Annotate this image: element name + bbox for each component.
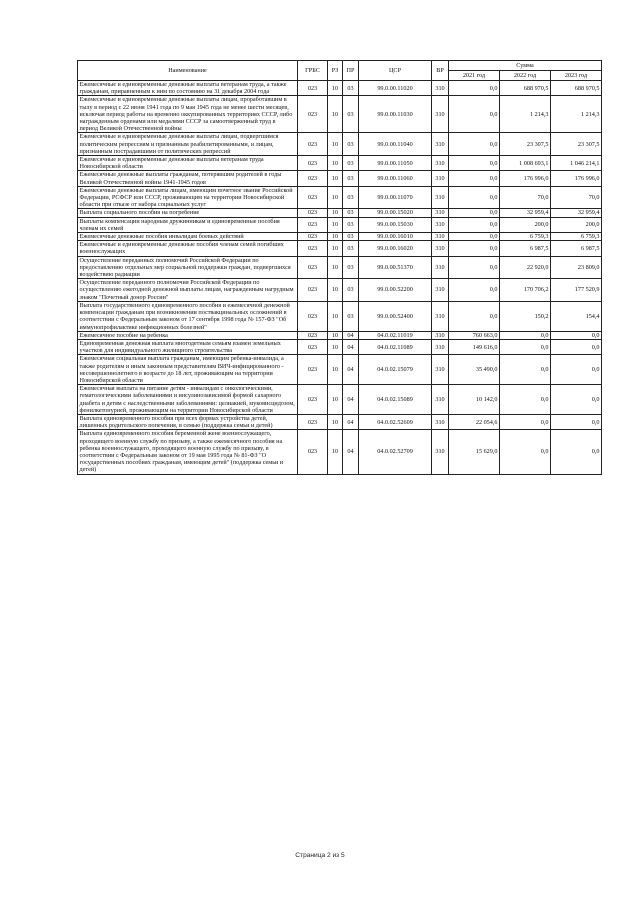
row-pr: 04 — [343, 414, 359, 429]
row-value-2021: 0,0 — [449, 241, 500, 256]
row-grbs: 023 — [298, 414, 328, 429]
row-pr: 03 — [343, 81, 359, 96]
row-value-2023: 6 759,3 — [551, 233, 602, 241]
row-pr: 03 — [343, 156, 359, 171]
table-row — [78, 301, 602, 331]
row-rz: 10 — [328, 414, 343, 429]
row-vr: 310 — [432, 331, 449, 339]
row-name: Ежемесячные денежные пособия инвалидам боевых действий — [78, 233, 298, 241]
row-value-2022: 32 959,4 — [500, 209, 551, 217]
row-name: Ежемесячные и единовременные денежные выплаты лицам, подвергшимся политическим репрессиям и признанным реабилитированными, и лицам, признанным пострадавшими от политических репрессий — [78, 133, 298, 156]
header-year-2022: 2022 год — [500, 71, 551, 81]
row-csr: 04.0.02.15089 — [359, 385, 432, 415]
row-pr: 04 — [343, 331, 359, 339]
row-csr: 04.0.02.11019 — [359, 331, 432, 339]
row-value-2022: 6 987,5 — [500, 241, 551, 256]
row-value-2023: 177 520,9 — [551, 279, 602, 302]
row-grbs: 023 — [298, 241, 328, 256]
table-row — [78, 171, 602, 186]
row-vr: 310 — [432, 171, 449, 186]
row-grbs: 023 — [298, 430, 328, 474]
row-value-2023: 0,0 — [551, 385, 602, 415]
row-vr: 310 — [432, 233, 449, 241]
row-name: Ежемесячные денежные выплаты лицам, имеющим почетное звание Российской Федерации, РСФСР или СССР, проживающим на территории Новосибирской области при отказе от набора социальных услуг — [78, 186, 298, 209]
row-pr: 03 — [343, 256, 359, 279]
row-csr: 99.0.00.11020 — [359, 81, 432, 96]
row-value-2022: 1 214,3 — [500, 96, 551, 133]
budget-table-sheet — [77, 60, 601, 475]
row-csr: 99.0.00.11070 — [359, 186, 432, 209]
row-vr: 310 — [432, 186, 449, 209]
row-csr: 99.0.00.52200 — [359, 279, 432, 302]
row-vr: 310 — [432, 256, 449, 279]
row-grbs: 023 — [298, 171, 328, 186]
row-value-2022: 0,0 — [500, 430, 551, 474]
row-value-2021: 0,0 — [449, 217, 500, 232]
header-year-2021: 2021 год — [449, 71, 500, 81]
table-row — [78, 339, 602, 354]
header-rz: РЗ — [328, 61, 343, 81]
page-number: Страница 2 из 5 — [295, 852, 345, 859]
row-value-2021: 35 490,0 — [449, 355, 500, 385]
row-rz: 10 — [328, 217, 343, 232]
row-value-2021: 0,0 — [449, 156, 500, 171]
row-value-2022: 22 920,0 — [500, 256, 551, 279]
row-rz: 10 — [328, 430, 343, 474]
row-grbs: 023 — [298, 233, 328, 241]
table-row — [78, 156, 602, 171]
row-name: Единовременная денежная выплата многодетным семьям взамен земельных участков для индивидуального жилищного строительства — [78, 339, 298, 354]
row-value-2022: 150,2 — [500, 301, 551, 331]
table-row — [78, 256, 602, 279]
row-value-2023: 200,0 — [551, 217, 602, 232]
row-csr: 99.0.00.51370 — [359, 256, 432, 279]
table-row — [78, 133, 602, 156]
row-rz: 10 — [328, 171, 343, 186]
row-pr: 04 — [343, 339, 359, 354]
row-grbs: 023 — [298, 133, 328, 156]
row-grbs: 023 — [298, 156, 328, 171]
row-vr: 310 — [432, 414, 449, 429]
row-pr: 03 — [343, 171, 359, 186]
row-pr: 03 — [343, 301, 359, 331]
row-pr: 03 — [343, 186, 359, 209]
row-pr: 03 — [343, 209, 359, 217]
row-grbs: 023 — [298, 81, 328, 96]
table-row — [78, 430, 602, 474]
row-value-2022: 688 970,5 — [500, 81, 551, 96]
row-value-2022: 200,0 — [500, 217, 551, 232]
row-value-2021: 0,0 — [449, 81, 500, 96]
row-name: Ежемесячная социальная выплата гражданам, имеющим ребенка-инвалида, а также родителям и иным законным представителям ВИЧ-инфицированного - несовершеннолетнего в возрасте до 18 лет, проживающим на территории Новосибирской области — [78, 355, 298, 385]
row-rz: 10 — [328, 81, 343, 96]
row-name: Ежемесячные и единовременные денежные выплаты ветеранам труда, а также гражданам, приравненным к ним по состоянию на 31 декабря 2004 года — [78, 81, 298, 96]
row-csr: 04.0.02.15079 — [359, 355, 432, 385]
row-csr: 04.0.02.11089 — [359, 339, 432, 354]
row-name: Выплата единовременного пособия беременной жене военнослужащего, проходящего военную службу по призыву, а также ежемесячного пособия на ребенка военнослужащего, проходящего военную службу по призыву, в соответствии с Федеральным законом от 19 мая 1995 года № 81-ФЗ "О государственных пособиях гражданам, имеющим детей" (поддержка семьи и детей) — [78, 430, 298, 474]
table-body — [78, 81, 602, 475]
row-csr: 99.0.00.16010 — [359, 233, 432, 241]
row-grbs: 023 — [298, 279, 328, 302]
row-value-2021: 0,0 — [449, 279, 500, 302]
row-vr: 310 — [432, 241, 449, 256]
table-row — [78, 96, 602, 133]
row-vr: 310 — [432, 279, 449, 302]
row-pr: 04 — [343, 430, 359, 474]
row-name: Выплата социального пособия на погребение — [78, 209, 298, 217]
row-vr: 310 — [432, 81, 449, 96]
row-rz: 10 — [328, 279, 343, 302]
row-pr: 03 — [343, 217, 359, 232]
row-value-2021: 0,0 — [449, 133, 500, 156]
row-value-2021: 149 616,0 — [449, 339, 500, 354]
row-csr: 99.0.00.15020 — [359, 209, 432, 217]
row-vr: 310 — [432, 156, 449, 171]
row-value-2022: 23 307,5 — [500, 133, 551, 156]
row-vr: 310 — [432, 385, 449, 415]
row-csr: 99.0.00.16020 — [359, 241, 432, 256]
row-value-2022: 0,0 — [500, 414, 551, 429]
row-rz: 10 — [328, 339, 343, 354]
header-pr: ПР — [343, 61, 359, 81]
row-rz: 10 — [328, 241, 343, 256]
row-value-2023: 32 959,4 — [551, 209, 602, 217]
row-name: Ежемесячные и единовременные денежные выплаты ветеранам труда Новосибирской области — [78, 156, 298, 171]
table-row — [78, 385, 602, 415]
row-pr: 03 — [343, 96, 359, 133]
row-rz: 10 — [328, 186, 343, 209]
row-value-2023: 688 970,5 — [551, 81, 602, 96]
row-name: Ежемесячное пособие на ребенка — [78, 331, 298, 339]
row-value-2022: 6 759,3 — [500, 233, 551, 241]
row-csr: 99.0.00.15030 — [359, 217, 432, 232]
row-pr: 03 — [343, 241, 359, 256]
row-value-2022: 0,0 — [500, 331, 551, 339]
row-value-2023: 154,4 — [551, 301, 602, 331]
row-grbs: 023 — [298, 256, 328, 279]
table-row — [78, 331, 602, 339]
row-grbs: 023 — [298, 355, 328, 385]
row-csr: 99.0.00.11060 — [359, 171, 432, 186]
row-rz: 10 — [328, 355, 343, 385]
row-grbs: 023 — [298, 339, 328, 354]
header-vr: ВР — [432, 61, 449, 81]
row-rz: 10 — [328, 96, 343, 133]
row-pr: 03 — [343, 233, 359, 241]
row-value-2023: 70,0 — [551, 186, 602, 209]
row-pr: 04 — [343, 385, 359, 415]
header-grbs: ГРБС — [298, 61, 328, 81]
row-vr: 310 — [432, 339, 449, 354]
row-grbs: 023 — [298, 209, 328, 217]
row-value-2023: 0,0 — [551, 355, 602, 385]
row-vr: 310 — [432, 217, 449, 232]
row-value-2022: 176 996,0 — [500, 171, 551, 186]
header-sum: Сумма — [449, 61, 602, 71]
row-rz: 10 — [328, 133, 343, 156]
row-value-2021: 0,0 — [449, 96, 500, 133]
row-value-2021: 0,0 — [449, 171, 500, 186]
row-grbs: 023 — [298, 385, 328, 415]
row-csr: 04.0.02.52709 — [359, 430, 432, 474]
row-value-2021: 760 663,0 — [449, 331, 500, 339]
row-value-2023: 0,0 — [551, 430, 602, 474]
budget-table — [77, 60, 602, 475]
row-rz: 10 — [328, 256, 343, 279]
row-grbs: 023 — [298, 96, 328, 133]
row-name: Ежемесячные и единовременные денежные пособия членам семей погибших военнослужащих — [78, 241, 298, 256]
row-value-2023: 1 214,3 — [551, 96, 602, 133]
row-value-2021: 15 629,0 — [449, 430, 500, 474]
row-value-2022: 1 008 693,1 — [500, 156, 551, 171]
row-vr: 310 — [432, 355, 449, 385]
row-value-2023: 6 987,5 — [551, 241, 602, 256]
row-value-2023: 0,0 — [551, 414, 602, 429]
row-value-2021: 10 142,0 — [449, 385, 500, 415]
row-vr: 310 — [432, 209, 449, 217]
table-row — [78, 414, 602, 429]
row-csr: 04.0.02.52609 — [359, 414, 432, 429]
row-value-2023: 0,0 — [551, 331, 602, 339]
table-row — [78, 233, 602, 241]
row-grbs: 023 — [298, 186, 328, 209]
row-rz: 10 — [328, 385, 343, 415]
row-value-2022: 0,0 — [500, 355, 551, 385]
row-vr: 310 — [432, 301, 449, 331]
row-name: Ежемесячные и единовременные денежные выплаты лицам, проработавшим в тылу в период с 22 июня 1941 года по 9 мая 1945 года не менее шести месяцев, исключая период работы на временно оккупированных территориях СССР, либо награжденным орденами или медалями СССР за самоотверженный труд в период Великой Отечественной войны — [78, 96, 298, 133]
row-value-2021: 22 054,6 — [449, 414, 500, 429]
row-name: Ежемесячная выплата на питание детям - инвалидам с онкологическими, гематологическими заболеваниями и инсулинозависимой формой сахарного диабета и детям с наследственными заболеваниями: целиакией, муковисцидозом, фенилкетонурией, проживающим на территории Новосибирской области — [78, 385, 298, 415]
row-rz: 10 — [328, 156, 343, 171]
row-value-2022: 0,0 — [500, 385, 551, 415]
row-vr: 310 — [432, 96, 449, 133]
row-grbs: 023 — [298, 331, 328, 339]
table-row — [78, 355, 602, 385]
row-value-2021: 0,0 — [449, 256, 500, 279]
row-value-2023: 23 809,0 — [551, 256, 602, 279]
row-name: Ежемесячные денежные выплаты гражданам, потерявшим родителей в годы Великой Отечественной войны 1941-1945 годов — [78, 171, 298, 186]
header-name: Наименование — [78, 61, 298, 81]
row-rz: 10 — [328, 331, 343, 339]
header-csr: ЦСР — [359, 61, 432, 81]
row-value-2023: 23 307,5 — [551, 133, 602, 156]
header-year-2023: 2023 год — [551, 71, 602, 81]
row-grbs: 023 — [298, 301, 328, 331]
row-value-2022: 0,0 — [500, 339, 551, 354]
row-name: Выплаты компенсации народным дружинникам и единовременные пособия членам их семей — [78, 217, 298, 232]
row-vr: 310 — [432, 133, 449, 156]
row-name: Осуществление переданного полномочия Российской Федерации по осуществлению ежегодной денежной выплаты лицам, награжденным нагрудным знаком "Почетный донор России" — [78, 279, 298, 302]
row-rz: 10 — [328, 233, 343, 241]
row-value-2022: 170 706,2 — [500, 279, 551, 302]
row-value-2021: 0,0 — [449, 209, 500, 217]
row-grbs: 023 — [298, 217, 328, 232]
table-row — [78, 279, 602, 302]
row-name: Выплата единовременного пособия при всех формах устройства детей, лишенных родительского попечения, в семью (поддержка семьи и детей) — [78, 414, 298, 429]
row-vr: 310 — [432, 430, 449, 474]
row-value-2023: 0,0 — [551, 339, 602, 354]
table-row — [78, 186, 602, 209]
row-value-2022: 70,0 — [500, 186, 551, 209]
row-rz: 10 — [328, 209, 343, 217]
row-value-2023: 176 996,0 — [551, 171, 602, 186]
row-value-2021: 0,0 — [449, 186, 500, 209]
row-csr: 99.0.00.11030 — [359, 96, 432, 133]
row-csr: 99.0.00.11040 — [359, 133, 432, 156]
table-row — [78, 81, 602, 96]
row-value-2021: 0,0 — [449, 301, 500, 331]
row-pr: 04 — [343, 355, 359, 385]
row-value-2023: 1 046 214,1 — [551, 156, 602, 171]
row-name: Осуществление переданных полномочий Российской Федерации по предоставлению отдельных мер социальной поддержки граждан, подвергшихся воздействию радиации — [78, 256, 298, 279]
row-rz: 10 — [328, 301, 343, 331]
row-pr: 03 — [343, 279, 359, 302]
row-pr: 03 — [343, 133, 359, 156]
row-csr: 99.0.00.52400 — [359, 301, 432, 331]
row-name: Выплата государственного единовременного пособия и ежемесячной денежной компенсации гражданам при возникновении поствакцинальных осложнений в соответствии с Федеральным законом от 17 сентября 1998 года № 157-ФЗ "Об иммунопрофилактике инфекционных болезней" — [78, 301, 298, 331]
row-value-2021: 0,0 — [449, 233, 500, 241]
table-row — [78, 209, 602, 217]
table-row — [78, 217, 602, 232]
table-row — [78, 241, 602, 256]
row-csr: 99.0.00.11050 — [359, 156, 432, 171]
